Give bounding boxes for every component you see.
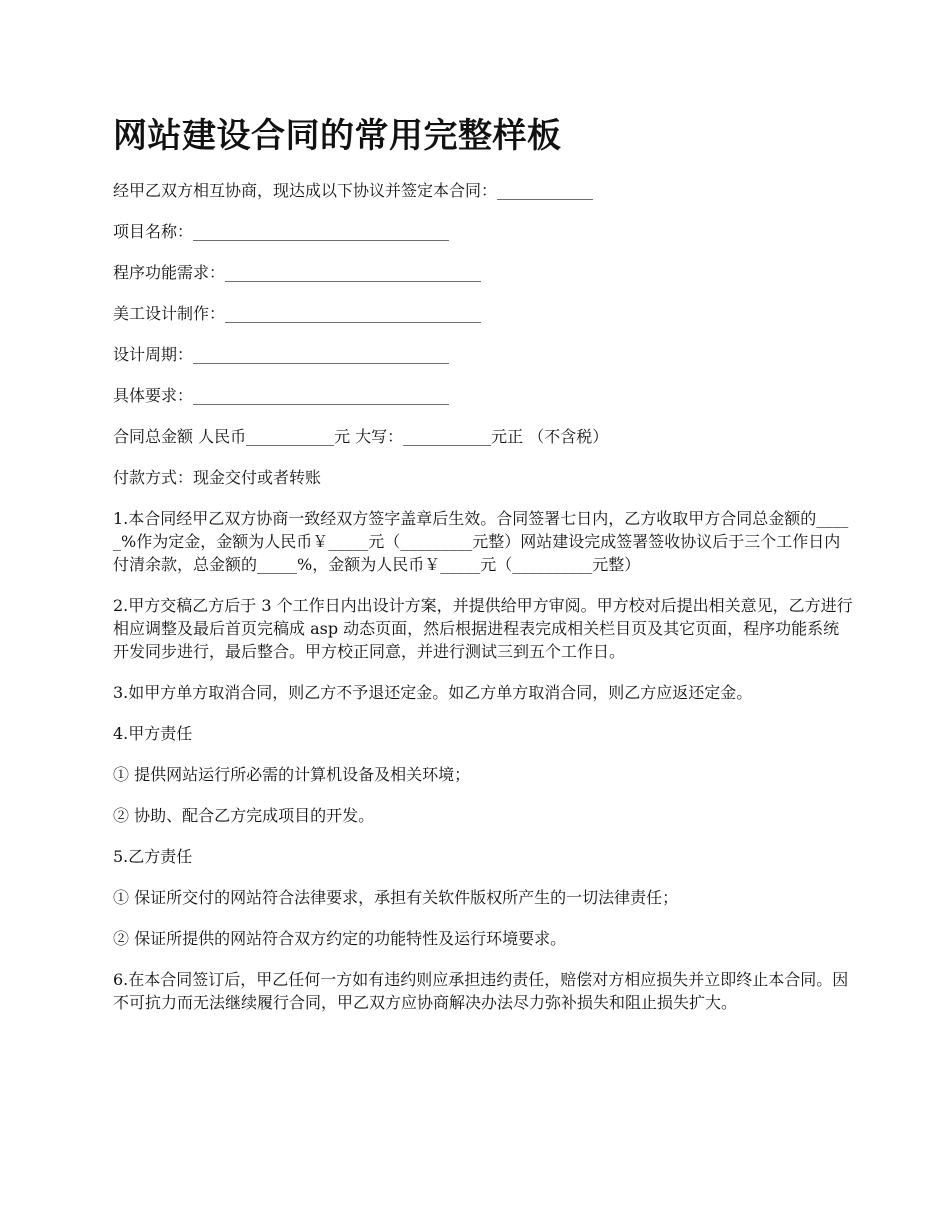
clause-4-item-1: ① 提供网站运行所必需的计算机设备及相关环境；: [113, 765, 471, 784]
clause-3-paragraph: 3.如甲方单方取消合同，则乙方不予退还定金。如乙方单方取消合同，则乙方应返还定金。: [113, 683, 753, 702]
clause-5-heading: 5.乙方责任: [113, 847, 193, 866]
clause-2-paragraph: 2.甲方交稿乙方后于 3 个工作日内出设计方案，并提供给甲方审阅。甲方校对后提出相关意见，乙方进行相应调整及最后首页完稿成 asp 动态页面，然后根据进程表完成相关栏目页及其它页面，程序功能系统开发同步进行，最后整合。甲方校正同意，并进行测试三到五个工作日。: [113, 596, 853, 661]
document-title: 网站建设合同的常用完整样板: [113, 116, 562, 156]
specific-requirements-line: 具体要求：________________________________: [113, 386, 450, 405]
document-page: [113, 108, 853, 1032]
intro-paragraph: 经甲乙双方相互协商，现达成以下协议并签定本合同：____________: [113, 181, 594, 200]
clause-5-item-2: ② 保证所提供的网站符合双方约定的功能特性及运行环境要求。: [113, 929, 567, 948]
project-name-line: 项目名称：________________________________: [113, 222, 450, 241]
clause-4-item-2: ② 协助、配合乙方完成项目的开发。: [113, 806, 375, 825]
clause-1-paragraph: 1.本合同经甲乙双方协商一致经双方签字盖章后生效。合同签署七日内，乙方收取甲方合同总金额的_____%作为定金，金额为人民币￥_____元（_________元整）网站建设完成签署签收协议后于三个工作日内付清余款，总金额的_____%，金额为人民币￥_____元（__________元整）: [113, 509, 849, 574]
design-period-line: 设计周期：________________________________: [113, 345, 450, 364]
clause-6-paragraph: 6.在本合同签订后，甲乙任何一方如有违约则应承担违约责任，赔偿对方相应损失并立即终止本合同。因不可抗力而无法继续履行合同，甲乙双方应协商解决办法尽力弥补损失和阻止损失扩大。: [113, 970, 849, 1012]
clause-5-item-1: ① 保证所交付的网站符合法律要求，承担有关软件版权所产生的一切法律责任；: [113, 888, 679, 907]
contract-amount-line: 合同总金额 人民币___________元 大写：___________元正 （不含税）: [113, 427, 609, 446]
payment-method-line: 付款方式：现金交付或者转账: [113, 468, 322, 487]
clause-4-heading: 4.甲方责任: [113, 724, 193, 743]
feature-requirements-line: 程序功能需求：________________________________: [113, 263, 482, 282]
art-design-line: 美工设计制作：________________________________: [113, 304, 482, 323]
